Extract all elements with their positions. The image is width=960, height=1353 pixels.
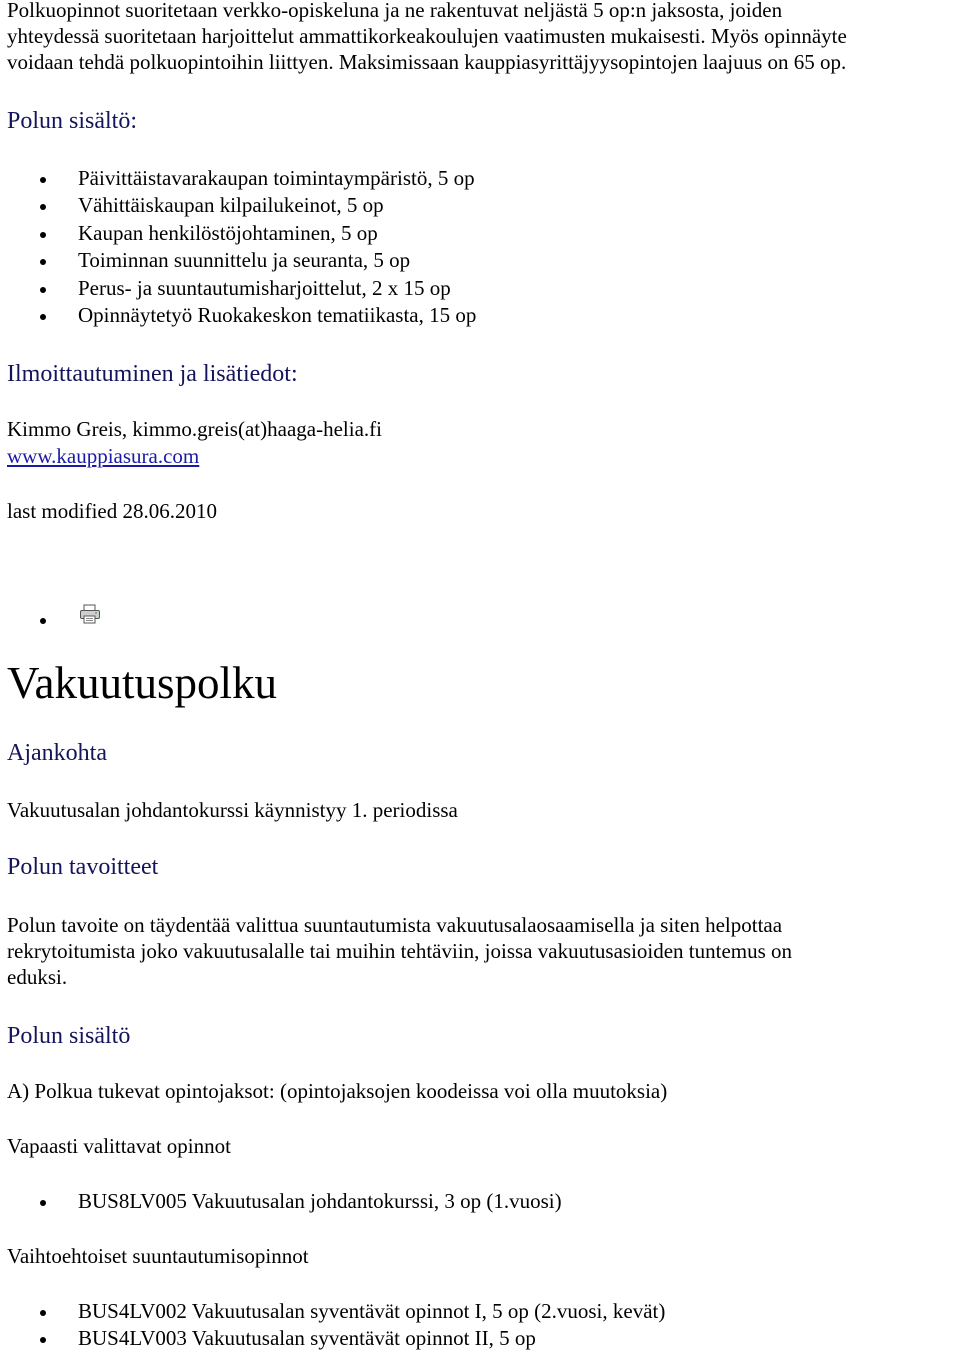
section-heading-polun-sisalto: Polun sisältö: <box>7 108 138 134</box>
tavoitteet-line: Polun tavoite on täydentää valittua suuntautumista vakuutusalaosaamisella ja siten helpottaa <box>7 913 783 937</box>
list-item: Opinnäytetyö Ruokakeskon tematiikasta, 15 op <box>0 302 952 329</box>
list-item: Perus- ja suuntautumisharjoittelut, 2 x 15 op <box>0 275 952 302</box>
section-heading-ajankohta: Ajankohta <box>7 740 107 766</box>
intro-line: voidaan tehdä polkuopintoihin liittyen. Maksimissaan kauppiasyrittäjyysopintojen laajuus on 65 op. <box>7 50 847 74</box>
intro-line: yhteydessä suoritetaan harjoittelut ammattikorkeakoulujen vaatimusten mukaisesti. Myös opinnäyte <box>7 24 847 48</box>
last-modified: last modified 28.06.2010 <box>7 499 217 523</box>
intro-line: Polkuopinnot suoritetaan verkko-opiskeluna ja ne rakentuvat neljästä 5 op:n jaksosta, joiden <box>7 0 783 22</box>
ajankohta-text: Vakuutusalan johdantokurssi käynnistyy 1. periodissa <box>7 798 458 822</box>
page-title: Vakuutuspolku <box>7 658 277 708</box>
list-item: Vähittäiskaupan kilpailukeinot, 5 op <box>0 192 952 219</box>
vapaasti-list <box>0 1188 952 1215</box>
tavoitteet-paragraph <box>7 912 952 990</box>
section-heading-sisalto: Polun sisältö <box>7 1023 131 1049</box>
sisalto-intro: A) Polkua tukevat opintojaksot: (opintojaksojen koodeissa voi olla muutoksia) <box>7 1079 668 1103</box>
list-item: BUS8LV005 Vakuutusalan johdantokurssi, 3 op (1.vuosi) <box>0 1188 952 1215</box>
course-list <box>0 165 952 329</box>
section-heading-tavoitteet: Polun tavoitteet <box>7 854 159 880</box>
intro-paragraph <box>7 0 952 75</box>
list-item: Toiminnan suunnittelu ja seuranta, 5 op <box>0 247 952 274</box>
contact-person: Kimmo Greis, kimmo.greis(at)haaga-helia.fi <box>7 417 382 441</box>
kauppiasura-link[interactable]: www.kauppiasura.com <box>7 444 200 468</box>
vaihto-heading: Vaihtoehtoiset suuntautumisopinnot <box>7 1244 309 1268</box>
tavoitteet-line: rekrytoitumista joko vakuutusalalle tai muihin tehtäviin, joissa vakuutusasioiden tuntemus on <box>7 939 793 963</box>
tavoitteet-line: eduksi. <box>7 965 68 989</box>
list-item: BUS4LV003 Vakuutusalan syventävät opinnot II, 5 op <box>0 1325 952 1352</box>
printer-icon[interactable] <box>79 604 101 624</box>
list-item: Päivittäistavarakaupan toimintaympäristö, 5 op <box>0 165 952 192</box>
list-item: Kaupan henkilöstöjohtaminen, 5 op <box>0 220 952 247</box>
bullet <box>40 618 46 624</box>
contact-link-wrapper <box>7 443 952 469</box>
vapaasti-heading: Vapaasti valittavat opinnot <box>7 1134 231 1158</box>
vaihto-list <box>0 1298 952 1353</box>
section-heading-ilmoittautuminen: Ilmoittautuminen ja lisätiedot: <box>7 361 298 387</box>
list-item: BUS4LV002 Vakuutusalan syventävät opinnot I, 5 op (2.vuosi, kevät) <box>0 1298 952 1325</box>
